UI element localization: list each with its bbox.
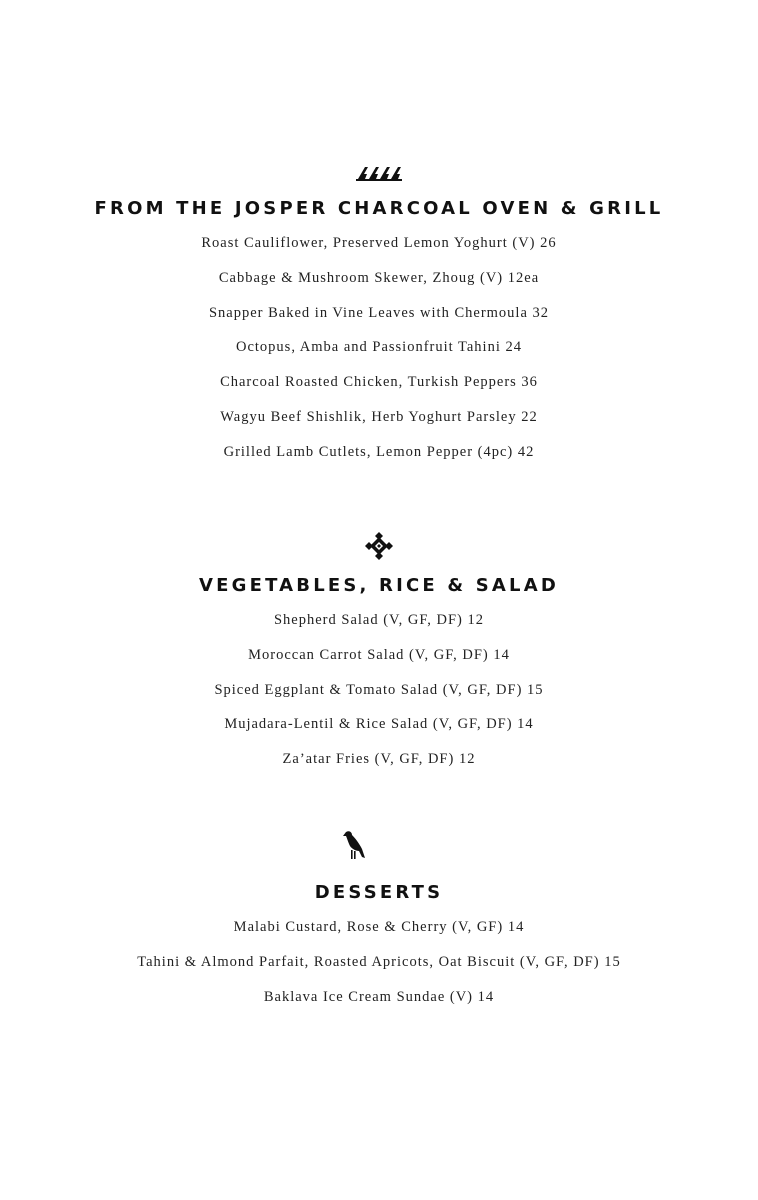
menu-list-desserts [0, 910, 758, 1014]
section-grill [0, 162, 758, 470]
menu-item: Octopus, Amba and Passionfruit Tahini 24 [235, 339, 522, 356]
section-title-desserts: DESSERTS [314, 882, 444, 903]
menu-list-vegetables [0, 603, 758, 777]
menu-item: Grilled Lamb Cutlets, Lemon Pepper (4pc) 42 [223, 443, 535, 460]
menu-item: Mujadara-Lentil & Rice Salad (V, GF, DF) 14 [224, 716, 534, 733]
waves-icon [356, 162, 402, 182]
menu-item: Baklava Ice Cream Sundae (V) 14 [263, 988, 495, 1005]
menu-item: Snapper Baked in Vine Leaves with Chermoula 32 [208, 304, 550, 321]
menu-item: Tahini & Almond Parfait, Roasted Apricots, Oat Biscuit (V, GF, DF) 15 [137, 953, 621, 970]
section-title-grill: FROM THE JOSPER CHARCOAL OVEN & GRILL [94, 198, 664, 219]
menu-item: Wagyu Beef Shishlik, Herb Yoghurt Parsley 22 [220, 408, 538, 425]
menu-item: Malabi Custard, Rose & Cherry (V, GF) 14 [233, 919, 525, 935]
menu-item: Spiced Eggplant & Tomato Salad (V, GF, DF) 15 [214, 681, 544, 698]
menu-item: Za’atar Fries (V, GF, DF) 12 [282, 751, 476, 768]
section-vegetables [0, 532, 758, 777]
menu-list-grill [0, 226, 758, 470]
geometric-motif-icon [365, 532, 393, 560]
section-desserts [0, 830, 758, 1014]
menu-item: Roast Cauliflower, Preserved Lemon Yoghurt (V) 26 [201, 235, 557, 251]
menu-item: Shepherd Salad (V, GF, DF) 12 [273, 612, 485, 628]
menu-item: Cabbage & Mushroom Skewer, Zhoug (V) 12ea [218, 269, 540, 286]
menu-item: Moroccan Carrot Salad (V, GF, DF) 14 [248, 646, 510, 663]
bird-icon [340, 830, 366, 862]
menu-item: Charcoal Roasted Chicken, Turkish Peppers 36 [220, 374, 538, 391]
section-title-vegetables: VEGETABLES, RICE & SALAD [199, 575, 559, 596]
